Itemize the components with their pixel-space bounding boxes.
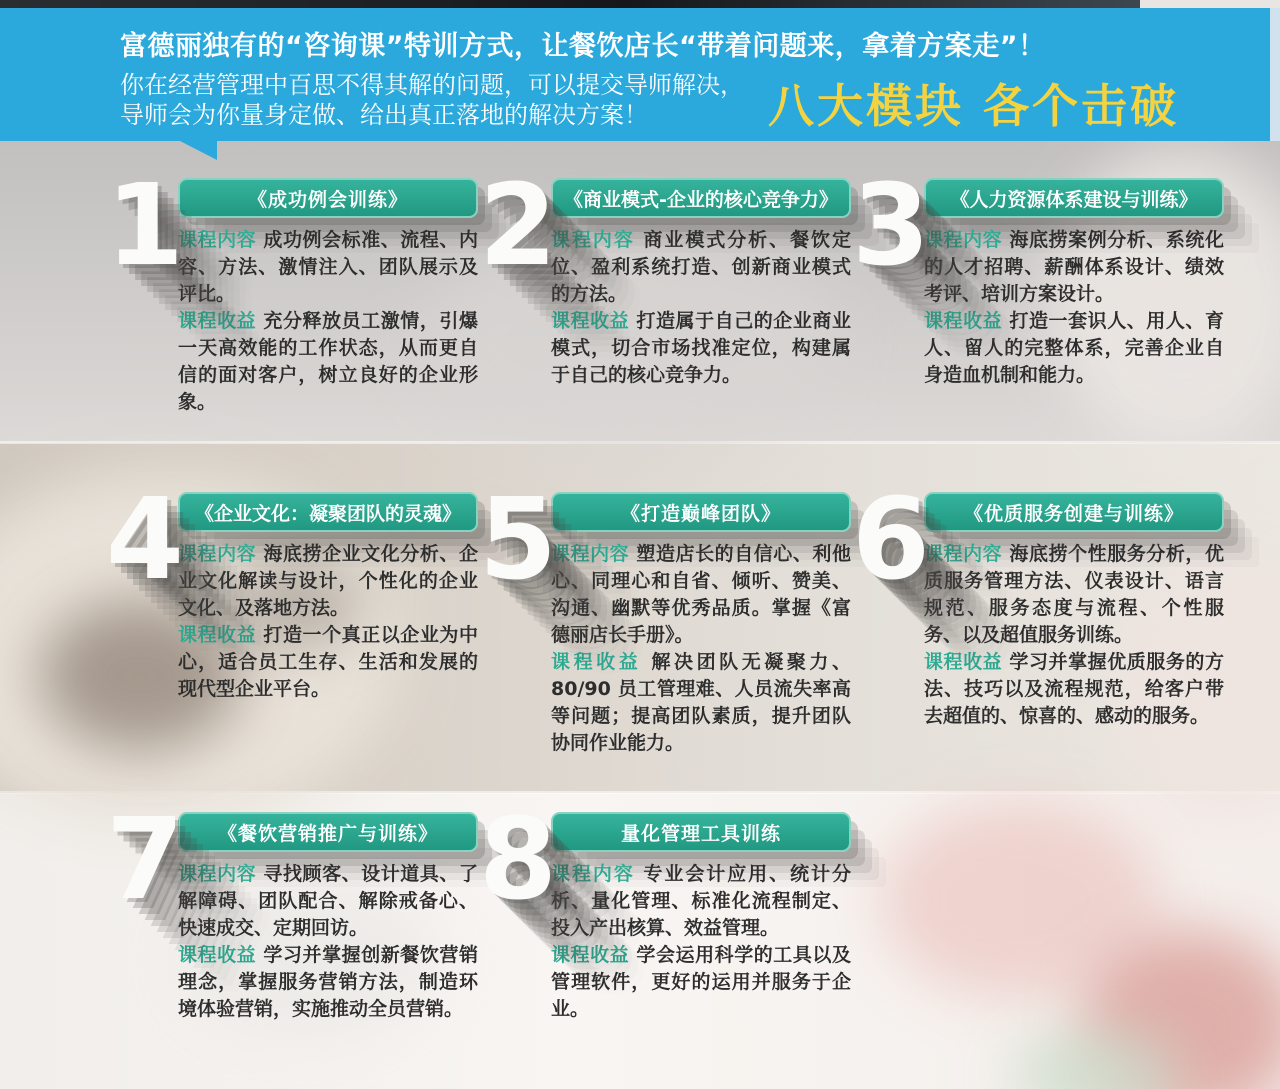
course-benefit <box>924 649 1224 730</box>
module-7 <box>106 795 484 1023</box>
module-body <box>551 492 851 757</box>
course-content <box>551 541 851 649</box>
course-benefit-text: 打造属于自己的企业商业模式，切合市场找准定位，构建属于自己的核心竞争力。 <box>551 309 851 386</box>
module-8 <box>479 795 857 1023</box>
slogan-eight-modules: 八大模块 各个击破 <box>768 79 1180 133</box>
course-benefit-label: 课程收益 <box>924 650 1003 673</box>
module-4 <box>106 475 484 703</box>
course-benefit-label: 课程收益 <box>551 650 642 673</box>
course-benefit <box>178 622 478 703</box>
module-title: 《打造巅峰团队》 <box>551 492 851 532</box>
header-banner <box>0 8 1280 141</box>
module-title: 量化管理工具训练 <box>551 812 851 852</box>
intro-line-2: 你在经营管理中百思不得其解的问题，可以提交导师解决， <box>120 71 744 99</box>
module-number: 4 <box>106 475 184 605</box>
course-content-label: 课程内容 <box>924 543 1003 565</box>
module-1 <box>106 161 484 416</box>
course-benefit <box>551 308 851 389</box>
module-2 <box>479 161 857 389</box>
course-content <box>924 541 1224 649</box>
course-content <box>178 541 478 622</box>
course-content <box>551 861 851 942</box>
module-5 <box>479 475 857 757</box>
module-body <box>551 178 851 389</box>
course-benefit-label: 课程收益 <box>924 309 1003 332</box>
course-benefit-label: 课程收益 <box>178 623 257 646</box>
module-body <box>924 178 1224 389</box>
course-benefit <box>551 649 851 757</box>
module-title: 《商业模式-企业的核心竞争力》 <box>551 178 851 218</box>
course-content-label: 课程内容 <box>178 229 257 251</box>
course-content-label: 课程内容 <box>178 863 257 885</box>
course-content-text: 塑造店长的自信心、利他心、同理心和自省、倾听、赞美、沟通、幽默等优秀品质。掌握《富德丽店长手册》。 <box>551 543 851 646</box>
header-right-edge <box>1270 8 1280 141</box>
course-benefit-label: 课程收益 <box>178 309 257 332</box>
course-benefit-label: 课程收益 <box>178 943 257 966</box>
course-content <box>178 861 478 942</box>
course-content-text: 海底捞企业文化分析、企业文化解读与设计，个性化的企业文化、及落地方法。 <box>178 543 478 619</box>
course-benefit-text: 充分释放员工激情，引爆一天高效能的工作状态，从而更自信的面对客户，树立良好的企业形象。 <box>178 309 478 413</box>
course-benefit <box>178 308 478 416</box>
module-number: 8 <box>479 795 557 925</box>
course-content-text: 海底捞案例分析、系统化的人才招聘、薪酬体系设计、绩效考评、培训方案设计。 <box>924 229 1224 305</box>
module-body <box>551 812 851 1023</box>
course-benefit-text: 学会运用科学的工具以及管理软件，更好的运用并服务于企业。 <box>551 943 851 1020</box>
module-title: 《成功例会训练》 <box>178 178 478 218</box>
course-benefit-text: 打造一套识人、用人、育人、留人的完整体系，完善企业自身造血机制和能力。 <box>924 309 1224 386</box>
course-benefit-text: 解决团队无凝聚力、80/90 员工管理难、人员流失率高等问题；提高团队素质，提升团队协同作业能力。 <box>551 650 851 754</box>
module-number: 7 <box>106 795 184 925</box>
course-content-label: 课程内容 <box>178 543 257 565</box>
module-number: 1 <box>106 161 184 291</box>
course-content-text: 专业会计应用、统计分析、量化管理、标准化流程制定、投入产出核算、效益管理。 <box>551 863 851 939</box>
module-body <box>178 812 478 1023</box>
course-content-label: 课程内容 <box>551 543 630 565</box>
module-title: 《餐饮营销推广与训练》 <box>178 812 478 852</box>
course-benefit-text: 学习并掌握优质服务的方法、技巧以及流程规范，给客户带去超值的、惊喜的、感动的服务。 <box>924 650 1224 727</box>
module-title: 《人力资源体系建设与训练》 <box>924 178 1224 218</box>
intro-line-3: 导师会为你量身定做、给出真正落地的解决方案！ <box>120 101 648 130</box>
course-content-text: 寻找顾客、设计道具、了解障碍、团队配合、解除戒备心、快速成交、定期回访。 <box>178 863 478 939</box>
course-benefit <box>551 942 851 1023</box>
module-number: 3 <box>852 161 930 291</box>
module-number: 5 <box>479 475 557 605</box>
module-3 <box>852 161 1230 389</box>
course-content <box>178 227 478 308</box>
course-content-label: 课程内容 <box>551 229 635 251</box>
header-notch <box>180 141 217 160</box>
module-body <box>178 492 478 703</box>
course-benefit <box>924 308 1224 389</box>
course-benefit <box>178 942 478 1023</box>
course-benefit-label: 课程收益 <box>551 309 630 332</box>
course-benefit-text: 打造一个真正以企业为中心，适合员工生存、生活和发展的现代型企业平台。 <box>178 623 478 700</box>
course-content <box>551 227 851 308</box>
module-number: 2 <box>479 161 557 291</box>
course-benefit-text: 学习并掌握创新餐饮营销理念，掌握服务营销方法，制造环境体验营销，实施推动全员营销。 <box>178 943 478 1020</box>
intro-line-1: 富德丽独有的“咨询课”特训方式，让餐饮店长“带着问题来，拿着方案走”！ <box>120 31 1046 62</box>
module-6 <box>852 475 1230 730</box>
module-number: 6 <box>852 475 930 605</box>
module-title: 《优质服务创建与训练》 <box>924 492 1224 532</box>
module-body <box>178 178 478 416</box>
course-content-label: 课程内容 <box>924 229 1003 251</box>
course-content-text: 成功例会标准、流程、内容、方法、激情注入、团队展示及评比。 <box>178 229 478 305</box>
course-content <box>924 227 1224 308</box>
course-benefit-label: 课程收益 <box>551 943 630 966</box>
course-content-text: 商业模式分析、餐饮定位、盈利系统打造、创新商业模式的方法。 <box>551 229 851 305</box>
module-body <box>924 492 1224 730</box>
course-content-text: 海底捞个性服务分析，优质服务管理方法、仪表设计、语言规范、服务态度与流程、个性服务、以及超值服务训练。 <box>924 543 1224 646</box>
module-title: 《企业文化：凝聚团队的灵魂》 <box>178 492 478 532</box>
course-content-label: 课程内容 <box>551 863 635 885</box>
